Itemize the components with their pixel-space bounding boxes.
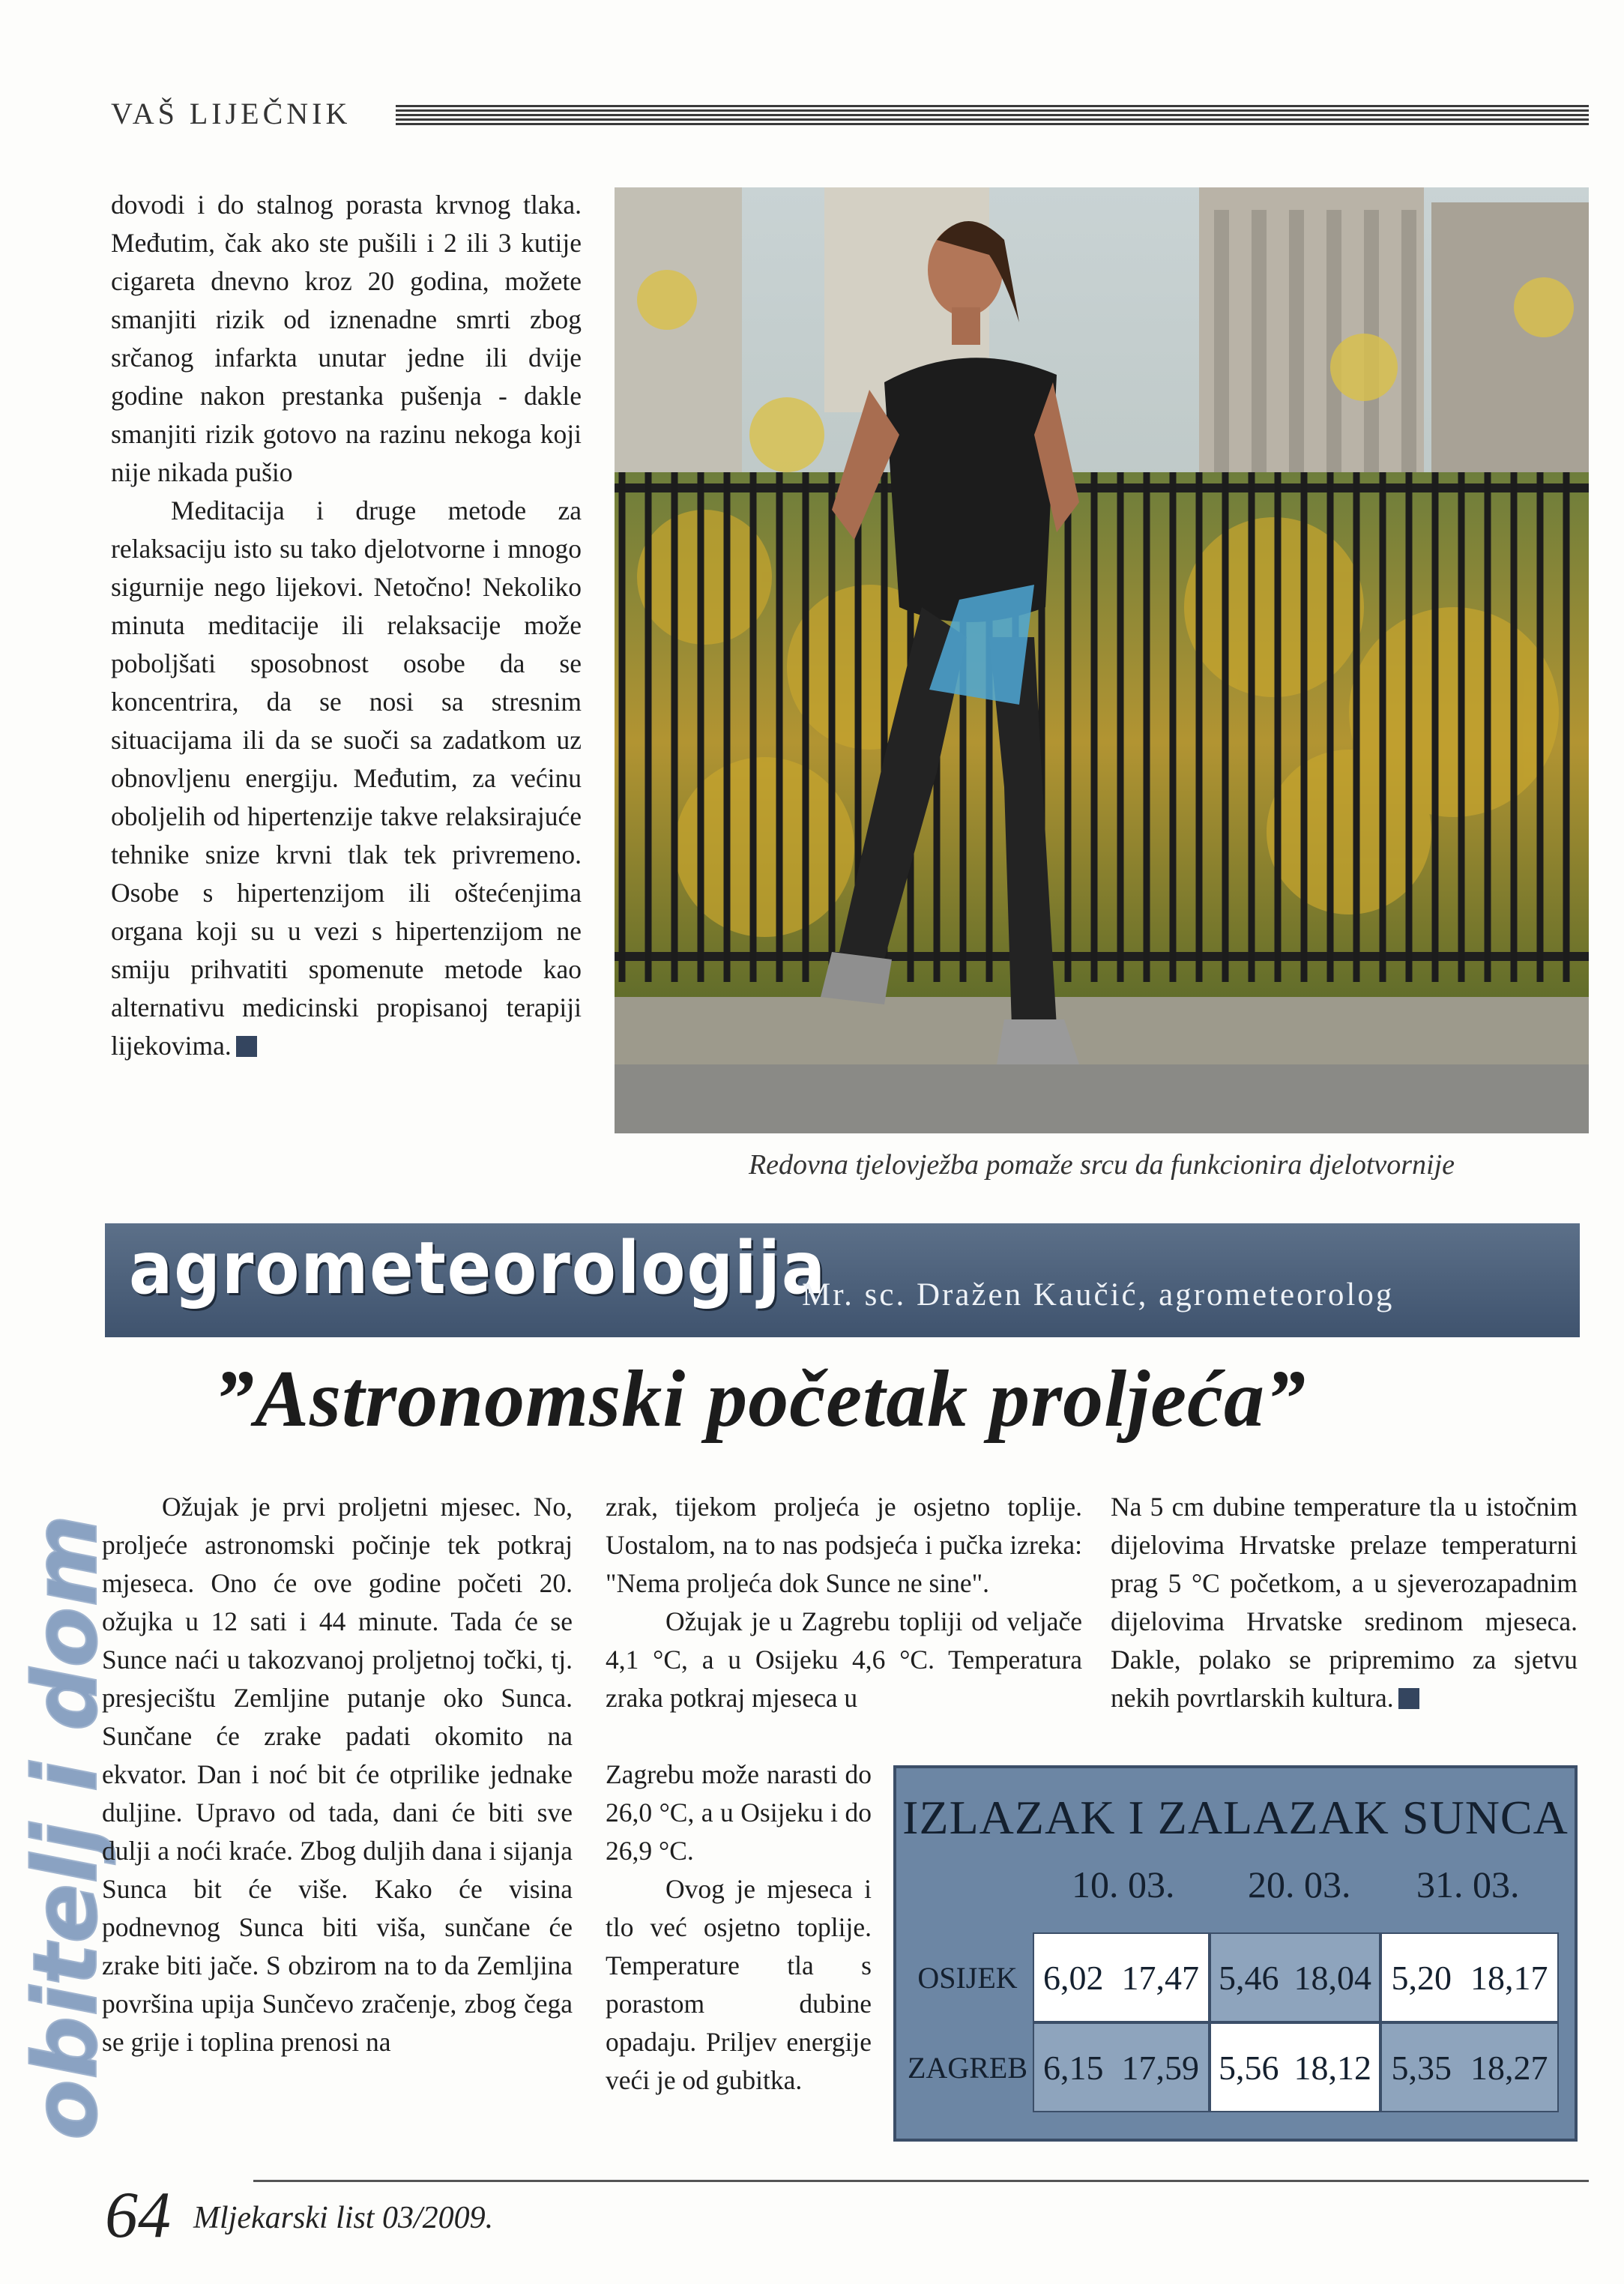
sun-table-title: IZLAZAK I ZALAZAK SUNCA — [902, 1791, 1569, 1844]
article2-paragraph: Ožujak je prvi proljetni mjesec. No, proljeće astronomski počinje tek potkraj mjeseca. Ono će ove godine početi 20. ožujka u 12 sati i 44 minute. Tada će se Sunce naći u takozvanoj proljetnoj točki, tj. presjecištu Zemljine putanje oko Sunca. Sunčane će zrake padati okomito na ekvator. Dan i noć bit će otprilike jednake duljine. Upravo od tada, dani će biti sve dulji a noći kraće. Zbog duljih dana i sijanja Sunca bit će više. Kako će visina podnevnog Sunca biti viša, sunčane će zrake biti jače. S obzirom na to da Zemljina površina upija Sunčevo zračenje, zbog čega se grije i toplina prenosi na — [102, 1492, 573, 2057]
runner-photo — [615, 187, 1589, 1133]
sun-table-cell: 5,20 18,17 — [1380, 1932, 1559, 2022]
end-mark-icon — [1398, 1688, 1419, 1709]
page-number: 64 — [105, 2179, 171, 2252]
section-header: VAŠ LIJEČNIK — [111, 97, 351, 130]
article2-column-1 — [102, 1488, 573, 2061]
article1-paragraph: Meditacija i druge metode za relaksaciju isto su tako djelotvorne i mnogo sigurnije nego lijekovi. Netočno! Nekoliko minuta meditacije ili relaksacije može poboljšati sposobnost osobe da se koncentrira, da se nosi sa stresnim situacijama ili da se suoči sa zadatkom uz obnovljenu energiju. Međutim, za većinu oboljelih od hipertenzije takve relaksirajuće tehnike snize krvni tlak tek privremeno. Osobe s hipertenzijom ili oštećenjima organa koji su u vezi s hipertenzijom ne smiju prihvatiti spomenute metode kao alternativu medicinski propisanoj terapiji lijekovima. — [111, 495, 582, 1061]
article2-column-2-narrow — [606, 1756, 872, 2100]
article2-paragraph: Zagrebu može narasti do 26,0 °C, a u Osijeku i do 26,9 °C. — [606, 1759, 872, 1866]
article2-paragraph: Ožujak je u Zagrebu topliji od veljače 4,1 °C, a u Osijeku 4,6 °C. Temperatura zraka potkraj mjeseca u — [606, 1606, 1082, 1713]
sun-table-date: 10. 03. — [1072, 1863, 1175, 1905]
sun-table-cell: 5,35 18,27 — [1380, 2022, 1559, 2112]
sun-table-date: 20. 03. — [1248, 1863, 1351, 1905]
article2-column-3 — [1111, 1488, 1578, 1717]
sun-table-cell: 5,46 18,04 — [1210, 1932, 1380, 2022]
publication-name: Mljekarski list 03/2009. — [193, 2201, 494, 2235]
sun-table-city: OSIJEK — [917, 1961, 1018, 1995]
footer-rule — [253, 2180, 1589, 2182]
article1-column — [111, 186, 582, 1065]
article2-paragraph: zrak, tijekom proljeća je osjetno toplije. Uostalom, na to nas podsjeća i pučka izreka: "Nema proljeća dok Sunce ne sine". — [606, 1492, 1082, 1598]
article-headline: ”Astronomski početak proljeća” — [214, 1355, 1306, 1444]
header-rule — [396, 105, 1589, 127]
article1-paragraph: dovodi i do stalnog porasta krvnog tlaka. Međutim, čak ako ste pušili i 2 ili 3 kutije cigareta dnevno kroz 20 godina, možete smanjiti rizik od iznenadne smrti zbog srčanog infarkta unutar jedne ili dvije godine nakon prestanka pušenja - dakle smanjiti rizik gotovo na razinu nekoga koji nije nikada pušio — [111, 190, 582, 487]
photo-caption: Redovna tjelovježba pomaže srcu da funkcionira djelotvornije — [748, 1149, 1455, 1181]
section-author: Mr. sc. Dražen Kaučić, agrometeorolog — [802, 1277, 1395, 1313]
sun-table-cell: 5,56 18,12 — [1210, 2022, 1380, 2112]
side-banner-text: obitelj i dom — [13, 1514, 117, 2140]
sun-table-city: ZAGREB — [908, 2051, 1027, 2085]
sun-table-cell: 6,02 17,47 — [1033, 1932, 1210, 2022]
section-title: agrometeorologija — [129, 1226, 827, 1310]
sun-table-date: 31. 03. — [1416, 1863, 1520, 1905]
article2-paragraph: Ovog je mjeseca i tlo već osjetno toplije. Temperature tla s porastom dubine opadaju. Priljev energije veći je od gubitka. — [606, 1874, 872, 2095]
end-mark-icon — [236, 1036, 257, 1057]
side-banner — [13, 1211, 117, 2148]
sun-table-cell: 6,15 17,59 — [1033, 2022, 1210, 2112]
article2-paragraph: Na 5 cm dubine temperature tla u istočnim dijelovima Hrvatske prelaze temperaturni prag 5 °C početkom, a u sjeverozapadnim dijelovima Hrvatske sredinom mjeseca. Dakle, polako se pripremimo za sjetvu nekih povrtlarskih kultura. — [1111, 1492, 1578, 1713]
article2-column-2 — [606, 1488, 1082, 1717]
